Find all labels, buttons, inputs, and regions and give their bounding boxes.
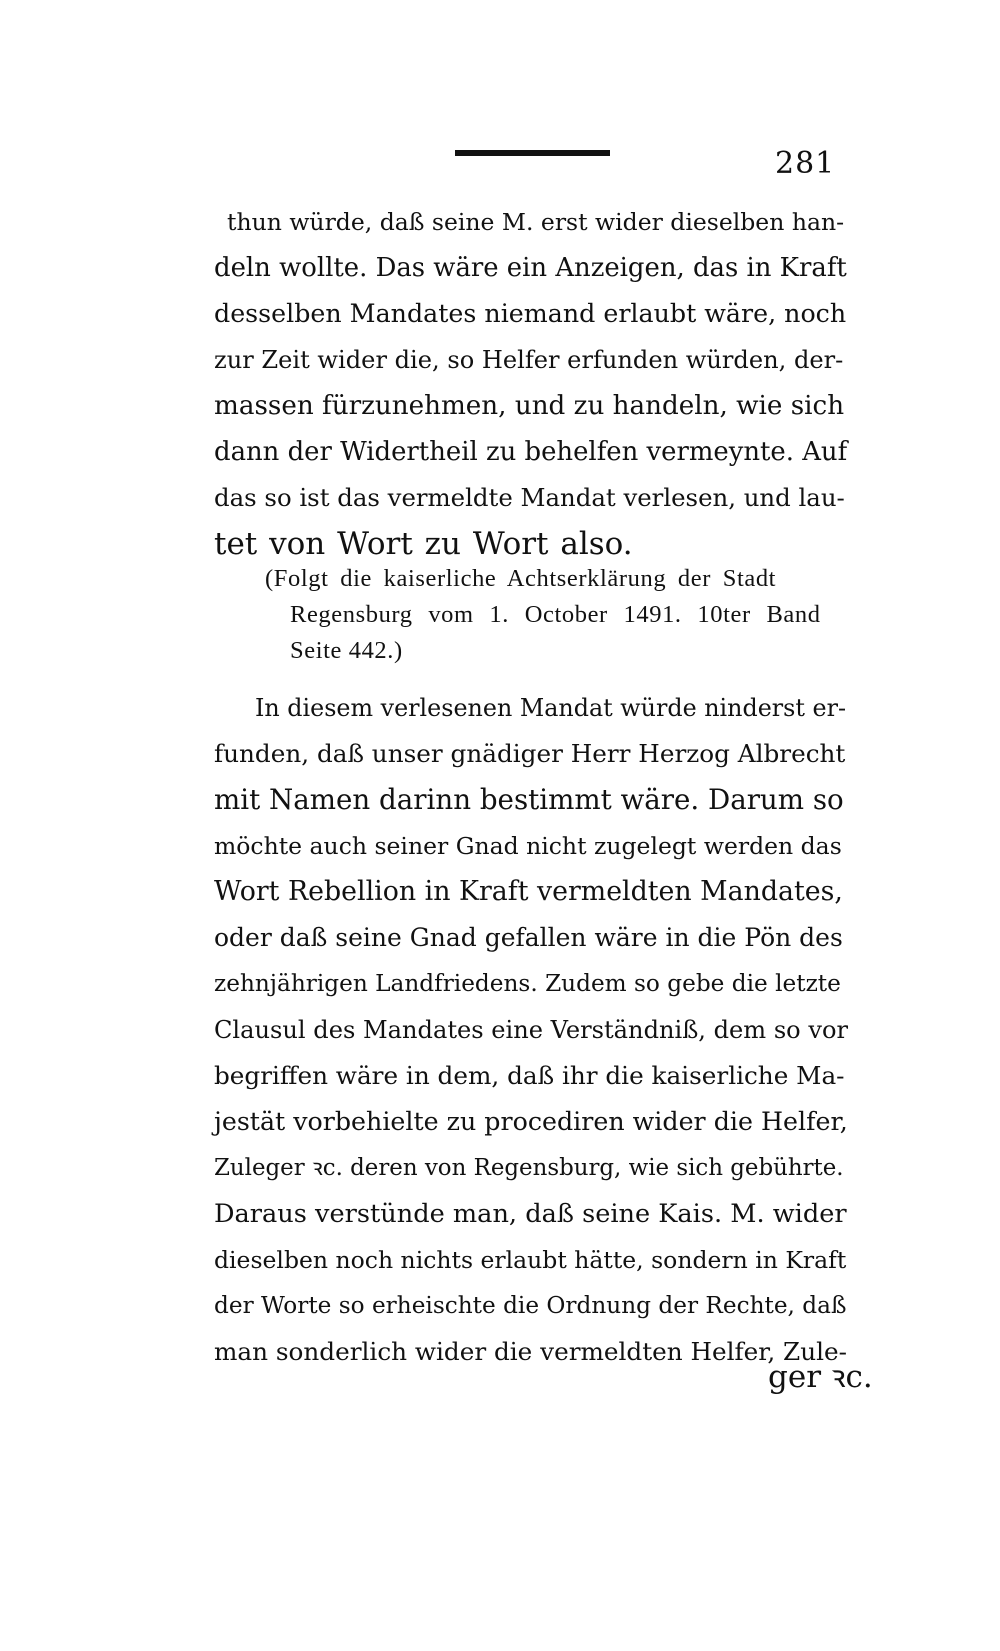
text-line: thun würde, daß seine M. erst wider dieselben han-: [227, 208, 845, 236]
note-line: (Folgt die kaiserliche Achtserklärung der Stadt: [265, 565, 777, 592]
text-line: funden, daß unser gnädiger Herr Herzog Albrecht: [214, 739, 846, 768]
text-line: zur Zeit wider die, so Helfer erfunden würden, der-: [214, 346, 844, 374]
note-line: Regensburg vom 1. October 1491. 10ter Band: [290, 601, 821, 628]
text-line: massen fürzunehmen, und zu handeln, wie sich: [214, 391, 845, 421]
text-line: begriffen wäre in dem, daß ihr die kaiserliche Ma-: [214, 1061, 845, 1090]
text-line: jestät vorbehielte zu procediren wider die Helfer,: [214, 1107, 848, 1136]
text-line: oder daß seine Gnad gefallen wäre in die Pön des: [214, 923, 843, 952]
text-line: dann der Widertheil zu behelfen vermeynte. Auf: [214, 437, 848, 467]
text-line: desselben Mandates niemand erlaubt wäre, noch: [214, 299, 847, 328]
header-rule: [455, 150, 610, 156]
catchword: ger ꝛc.: [768, 1359, 873, 1395]
text-line: Zuleger ꝛc. deren von Regensburg, wie sich gebührte.: [214, 1155, 844, 1181]
text-line: möchte auch seiner Gnad nicht zugelegt werden das: [214, 832, 842, 860]
text-line: zehnjährigen Landfriedens. Zudem so gebe die letzte: [214, 970, 841, 997]
text-line: man sonderlich wider die vermeldten Helfer, Zule-: [214, 1337, 847, 1366]
text-line: In diesem verlesenen Mandat würde ninderst er-: [255, 694, 847, 722]
note-line: Seite 442.): [290, 637, 403, 664]
text-line: deln wollte. Das wäre ein Anzeigen, das in Kraft: [214, 253, 847, 283]
text-line: der Worte so erheischte die Ordnung der Rechte, daß: [214, 1292, 847, 1319]
text-line: das so ist das vermeldte Mandat verlesen, und lau-: [214, 483, 845, 512]
page-number: 281: [775, 146, 836, 181]
text-line: tet von Wort zu Wort also.: [214, 526, 633, 562]
text-line: Wort Rebellion in Kraft vermeldten Mandates,: [214, 876, 843, 907]
text-line: Daraus verstünde man, daß seine Kais. M. wider: [214, 1199, 847, 1229]
text-line: dieselben noch nichts erlaubt hätte, sondern in Kraft: [214, 1246, 847, 1274]
text-line: Clausul des Mandates eine Verständniß, dem so vor: [214, 1016, 848, 1044]
text-line: mit Namen darinn bestimmt wäre. Darum so: [214, 783, 844, 816]
